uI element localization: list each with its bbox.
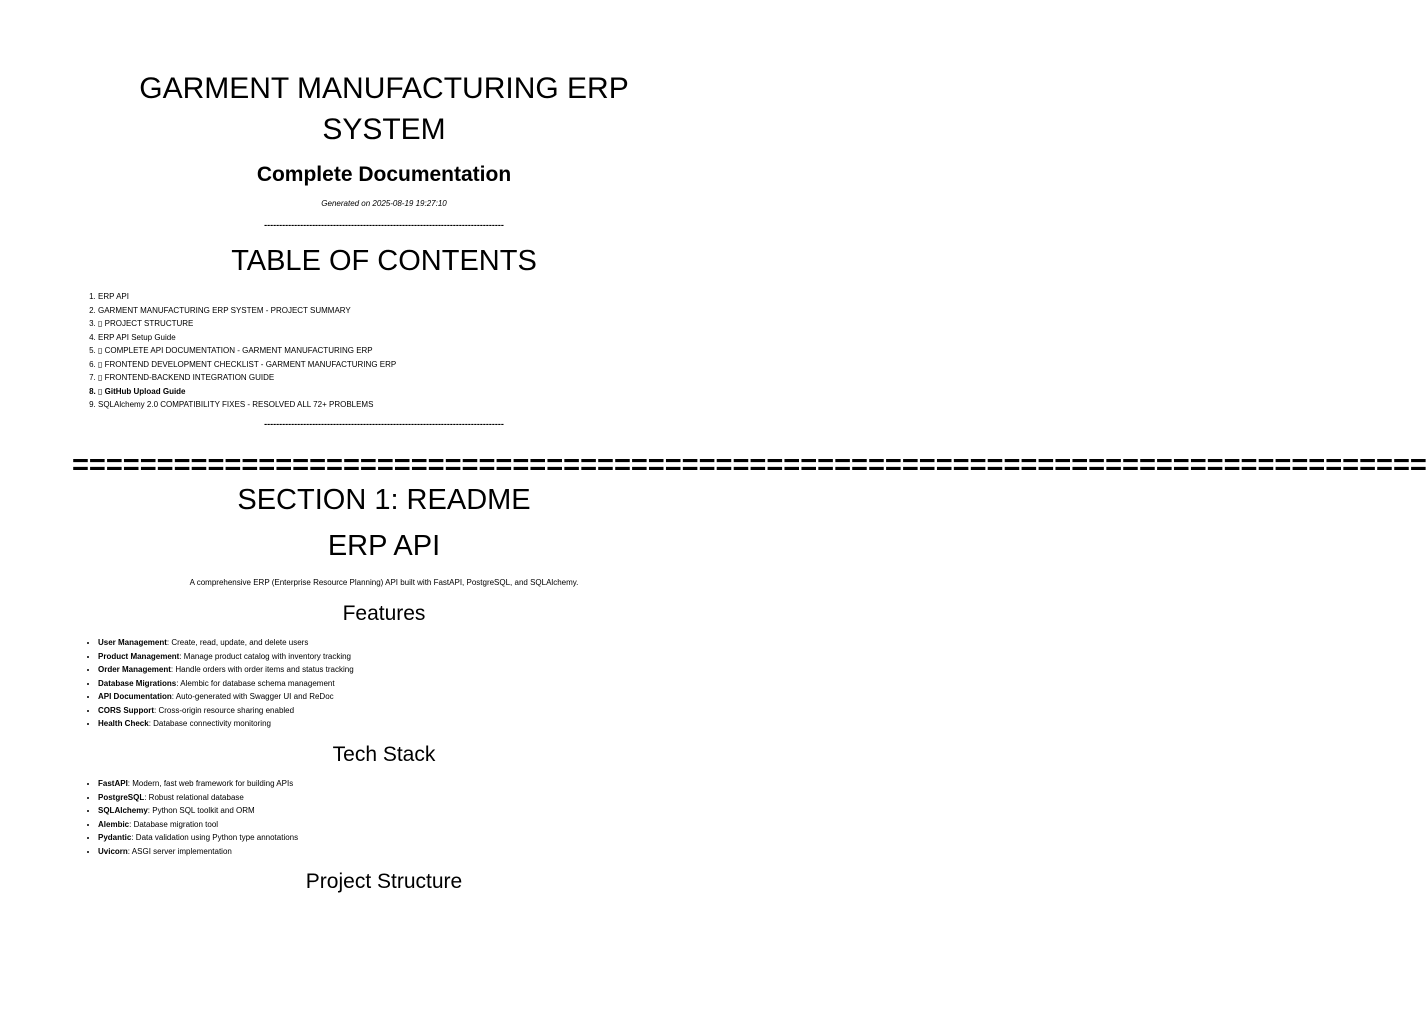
toc-item: 2. GARMENT MANUFACTURING ERP SYSTEM - PROJECT SUMMARY [98, 304, 396, 318]
list-item: • Order Management: Handle orders with order items and status tracking [98, 663, 354, 677]
section-title: SECTION 1: README [237, 484, 531, 516]
document-subtitle: Complete Documentation [256, 163, 512, 186]
list-item: • Uvicorn: ASGI server implementation [98, 845, 298, 859]
section-separator: ================================================================================ [72, 449, 1427, 481]
toc-item: 6. ▯ FRONTEND DEVELOPMENT CHECKLIST - GARMENT MANUFACTURING ERP [98, 358, 396, 372]
generated-timestamp: Generated on 2025-08-19 19:27:10 [321, 199, 447, 208]
readme-heading: ERP API [327, 530, 441, 562]
tech-stack-list [70, 777, 298, 858]
list-item: • User Management: Create, read, update, and delete users [98, 636, 354, 650]
project-structure-heading: Project Structure [305, 870, 463, 893]
document-title-line2: SYSTEM [322, 113, 446, 146]
tech-stack-heading: Tech Stack [332, 743, 436, 766]
list-item: • Database Migrations: Alembic for database schema management [98, 677, 354, 691]
divider-top: -------------------------------------------------------------------------------- [264, 220, 504, 230]
list-item: • SQLAlchemy: Python SQL toolkit and ORM [98, 804, 298, 818]
list-item: • CORS Support: Cross-origin resource sharing enabled [98, 704, 354, 718]
features-heading: Features [342, 602, 426, 625]
document-title-line1: GARMENT MANUFACTURING ERP [139, 72, 629, 105]
toc-item: 4. ERP API Setup Guide [98, 331, 396, 345]
list-item: • API Documentation: Auto-generated with Swagger UI and ReDoc [98, 690, 354, 704]
list-item: • Health Check: Database connectivity monitoring [98, 717, 354, 731]
toc-item: 8. ▯ GitHub Upload Guide [98, 385, 396, 399]
toc-list [70, 290, 396, 412]
list-item: • Pydantic: Data validation using Python type annotations [98, 831, 298, 845]
document-title [60, 68, 708, 150]
list-item: • Product Management: Manage product catalog with inventory tracking [98, 650, 354, 664]
divider-bottom: -------------------------------------------------------------------------------- [264, 419, 504, 429]
list-item: • PostgreSQL: Robust relational database [98, 791, 298, 805]
list-item: • FastAPI: Modern, fast web framework for building APIs [98, 777, 298, 791]
toc-item: 7. ▯ FRONTEND-BACKEND INTEGRATION GUIDE [98, 371, 396, 385]
readme-description: A comprehensive ERP (Enterprise Resource Planning) API built with FastAPI, PostgreSQL, and SQLAlchemy. [189, 578, 579, 587]
toc-item: 1. ERP API [98, 290, 396, 304]
list-item: • Alembic: Database migration tool [98, 818, 298, 832]
toc-item: 9. SQLAlchemy 2.0 COMPATIBILITY FIXES - RESOLVED ALL 72+ PROBLEMS [98, 398, 396, 412]
toc-item: 3. ▯ PROJECT STRUCTURE [98, 317, 396, 331]
features-list [70, 636, 354, 731]
toc-title: TABLE OF CONTENTS [231, 245, 537, 277]
toc-item: 5. ▯ COMPLETE API DOCUMENTATION - GARMENT MANUFACTURING ERP [98, 344, 396, 358]
